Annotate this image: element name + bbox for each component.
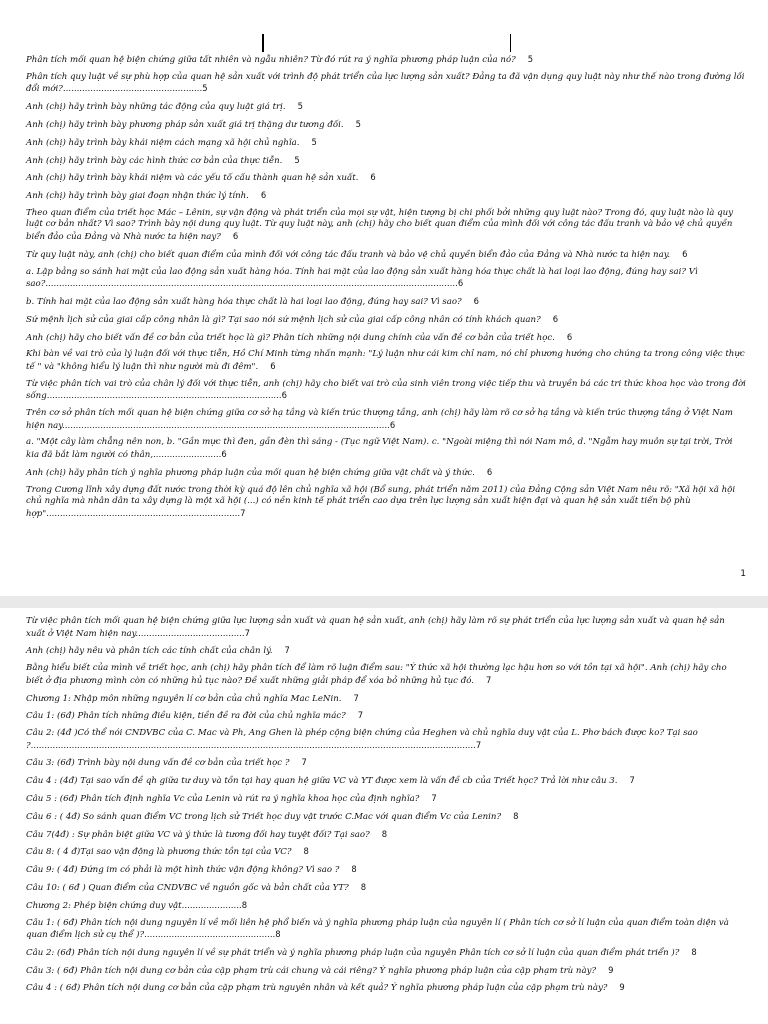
toc-entry-page: 5	[311, 136, 317, 147]
toc-entry[interactable]	[26, 155, 746, 168]
toc-entry-title: a. "Một cây làm chẳng nên non, b. "Gần mực thì đen, gần đèn thì sáng - (Tục ngữ Việt Nam). c. "Ngoài miệng thì nói Nam mô, d. "Ngẫm hay muôn sự tại trời, Trời kia đã bắt làm người có thân,	[26, 437, 733, 461]
toc-entry-title: Câu 1: (6đ) Phân tích những điều kiện, tiền đề ra đời của chủ nghĩa mác?	[26, 711, 346, 722]
table-of-contents	[26, 616, 746, 1000]
toc-entry[interactable]	[26, 485, 746, 521]
toc-entry-page: 6	[473, 295, 479, 306]
toc-entry[interactable]	[26, 811, 746, 824]
toc-entry-page: 8	[513, 810, 519, 821]
toc-entry[interactable]	[26, 332, 746, 345]
toc-entry[interactable]	[26, 918, 746, 942]
toc-entry[interactable]	[26, 982, 746, 995]
toc-entry[interactable]	[26, 900, 746, 913]
toc-entry-title: Câu 7(4đ) : Sự phân biệt giữa VC và ý thức là tương đối hay tuyệt đối? Tại sao?	[26, 829, 370, 840]
toc-entry[interactable]	[26, 408, 746, 432]
toc-entry-title: Anh (chị) hãy trình bày giai đoạn nhận thức lý tính.	[26, 191, 249, 202]
toc-entry-leader: ...................................................	[62, 84, 203, 95]
table-of-contents	[26, 54, 746, 526]
text-cursor-right	[510, 34, 511, 52]
toc-entry-page: 7	[244, 627, 250, 638]
toc-entry-title: Trong Cương lĩnh xây dựng đất nước trong thời kỳ quá độ lên chủ nghĩa xã hội (Bổ sung, phát triển năm 2011) của Đảng Cộng sản Việt Nam nêu rõ: "Xã hội xã hội chủ nghĩa mà nhân dân ta xây dựng là một xã hội (...) có nền kinh tế phát triển cao dựa trên lực lượng sản xuất hiện đại và quan hệ sản xuất tiến bộ phù hợp".	[26, 484, 736, 519]
toc-entry-page: 9	[619, 982, 625, 993]
toc-entry-page: 6	[260, 190, 267, 201]
toc-entry-title: Anh (chị) hãy trình bày các hình thức cơ bản của thực tiễn.	[26, 155, 283, 166]
toc-entry[interactable]	[26, 467, 746, 480]
toc-entry-page: 6	[270, 360, 276, 371]
toc-entry-leader: .......................................................................................................................................................	[45, 279, 458, 290]
toc-entry-page: 6	[232, 231, 239, 242]
toc-entry-page: 5	[297, 101, 303, 112]
toc-entry-title: Câu 1: ( 6đ) Phân tích nội dung nguyên lí về mối liên hệ phổ biến và ý nghĩa phương pháp luận của nguyên lí ( Phân tích cơ sở lí luận của quan điểm toàn diện và quan điểm lịch sử cụ thể )?	[26, 917, 729, 941]
toc-entry-leader: ................................................	[144, 930, 276, 941]
toc-entry[interactable]	[26, 775, 746, 788]
toc-entry[interactable]	[26, 965, 746, 978]
toc-entry-page: 9	[608, 964, 614, 975]
toc-entry-page: 8	[381, 828, 388, 839]
toc-entry-leader: ......................................................................	[48, 508, 241, 519]
toc-entry[interactable]	[26, 314, 746, 327]
toc-entry-page: 8	[275, 929, 281, 940]
toc-entry-page: 5	[355, 118, 361, 129]
toc-entry-page: 6	[389, 419, 396, 430]
toc-entry-page: 7	[475, 739, 482, 750]
toc-entry-page: 5	[527, 54, 534, 64]
toc-entry-page: 6	[281, 390, 287, 401]
toc-entry-leader: .....................................................................................	[49, 391, 282, 402]
toc-entry-page: 7	[629, 775, 635, 786]
toc-entry-title: Câu 2: (6đ) Phân tích nội dung nguyên lí về sự phát triển và ý nghĩa phương pháp luận của nguyên Phân tích cơ sở lí luận của quan điểm phát triển )?	[26, 947, 680, 958]
toc-entry-title: Chương 1: Nhập môn những nguyên lí cơ bản của chủ nghĩa Mac LeNin.	[26, 693, 342, 704]
toc-entry-leader: .......................................................................................................................	[64, 420, 390, 431]
toc-entry[interactable]	[26, 846, 746, 859]
toc-entry-title: Anh (chị) hãy trình bày khái niệm và các yếu tố cấu thành quan hệ sản xuất.	[26, 173, 359, 184]
toc-entry-page: 7	[284, 645, 290, 656]
toc-entry[interactable]	[26, 663, 746, 687]
toc-entry-title: a. Lập bảng so sánh hai mặt của lao động sản xuất hàng hóa. Tính hai mặt của lao động sản xuất hàng hóa thực chất là hai loại lao động, đúng hay sai? Vì sao?	[26, 266, 698, 290]
toc-entry[interactable]	[26, 349, 746, 373]
toc-entry-page: 6	[566, 331, 573, 342]
toc-entry-title: Câu 4 : (4đ) Tại sao vấn đề qh giữa tư duy và tồn tại hay quan hệ giữa VC và YT được xem là vấn đề cb của Triết học? Trả lời như câu 3.	[26, 776, 618, 787]
toc-entry[interactable]	[26, 710, 746, 723]
toc-entry[interactable]	[26, 379, 746, 403]
toc-entry-title: Theo quan điểm của triết học Mác – Lênin, sự vận động và phát triển của mọi sự vật, hiện tượng bị chi phối bởi những quy luật nào? Trong đó, quy luật nào là quy luật cơ bản nhất? Vì sao? Trình bày nội dung quy luật. Từ quy luật này, anh (chị) hãy cho biết quan điểm của mình đối với công tác đấu tranh và bảo vệ chủ quyền biển đảo của Đảng và Nhà nước ta hiện nay?	[26, 207, 734, 243]
toc-entry-page: 8	[691, 946, 697, 957]
toc-entry-page: 7	[485, 674, 492, 685]
toc-entry-page: 6	[457, 278, 464, 289]
toc-entry[interactable]	[26, 829, 746, 842]
toc-entry-title: Câu 9: ( 4đ) Đứng im có phải là một hình thức vận động không? Vì sao ?	[26, 865, 340, 876]
toc-entry-title: Câu 3: (6đ) Trình bày nội dung vấn đề cơ bản của triết học ?	[26, 758, 290, 769]
toc-entry-title: Phân tích quy luật về sự phù hợp của quan hệ sản xuất với trình độ phát triển của lực lượng sản xuất? Đảng ta đã vận dụng quy luật này như thế nào trong đường lối đổi mới?	[26, 71, 745, 95]
toc-entry-title: Trên cơ sở phân tích mối quan hệ biện chứng giữa cơ sở hạ tầng và kiến trúc thượng tầng, anh (chị) hãy làm rõ cơ sở hạ tầng và kiến trúc thượng tầng ở Việt Nam hiện nay.	[26, 408, 733, 431]
toc-entry-page: 6	[682, 248, 688, 259]
toc-entry[interactable]	[26, 208, 746, 244]
toc-entry-title: Câu 5 : (6đ) Phân tích định nghĩa Vc của Lenin và rút ra ý nghĩa khoa học của định nghĩa?	[26, 794, 420, 805]
toc-entry-page: 7	[353, 692, 359, 703]
toc-entry[interactable]	[26, 616, 746, 640]
toc-entry-title: Câu 8: ( 4 đ)Tại sao vận động là phương thức tồn tại của VC?	[26, 847, 292, 858]
toc-entry-title: Câu 6 : ( 4đ) So sánh quan điểm VC trong lịch sử Triết học duy vật trước C.Mac với quan điểm Vc của Lenin?	[26, 811, 502, 822]
toc-entry[interactable]	[26, 72, 746, 96]
toc-entry-title: Khi bàn về vai trò của lý luận đối với thực tiễn, Hồ Chí Minh từng nhấn mạnh: "Lý luận như cái kim chỉ nam, nó chỉ phương hướng cho chúng ta trong công việc thực tế " và "không hiểu lý luận thì như người mù đi đêm".	[26, 349, 745, 372]
toc-entry[interactable]	[26, 864, 746, 877]
page-break	[0, 596, 768, 608]
toc-entry[interactable]	[26, 190, 746, 203]
toc-entry-leader: .........................	[153, 450, 222, 461]
toc-entry-title: Bằng hiểu biết của mình về triết học, anh (chị) hãy phân tích để làm rõ luận điểm sau: "Ý thức xã hội thường lạc hậu hơn so với tồn tại xã hội". Anh (chị) hãy cho biết ở địa phương mình còn có những hủ tục nào? Đề xuất những giải pháp để xóa bỏ những hủ tục đó.	[26, 663, 727, 686]
toc-entry-leader: ......................	[181, 900, 242, 911]
toc-entry[interactable]	[26, 947, 746, 960]
toc-entry-title: Từ việc phân tích mối quan hệ biện chứng giữa lực lượng sản xuất và quan hệ sản xuất, anh (chị) hãy làm rõ sự phát triển của lực lượng sản xuất và quan hệ sản xuất ở Việt Nam hiện nay.	[26, 616, 725, 639]
toc-entry[interactable]	[26, 172, 746, 185]
toc-entry-leader: .......................................	[138, 628, 245, 639]
toc-entry-page: 6	[221, 449, 227, 460]
toc-entry-page: 5	[294, 154, 300, 165]
toc-entry[interactable]	[26, 101, 746, 114]
toc-entry-page: 8	[303, 846, 309, 857]
toc-entry-page: 7	[431, 793, 437, 804]
toc-entry[interactable]	[26, 882, 746, 895]
toc-entry-page: 7	[301, 757, 307, 768]
toc-entry[interactable]	[26, 693, 746, 706]
toc-entry[interactable]	[26, 137, 746, 150]
toc-entry-title: Câu 10: ( 6đ ) Quan điểm của CNDVBC về nguồn gốc và bản chất của YT?	[26, 882, 349, 893]
toc-entry-title: Anh (chị) hãy nêu và phân tích các tính chất của chân lý.	[26, 646, 273, 657]
toc-entry[interactable]	[26, 267, 746, 291]
toc-entry-page: 8	[241, 899, 248, 910]
toc-entry[interactable]	[26, 757, 746, 770]
toc-entry-title: Từ quy luật này, anh (chị) cho biết quan điểm của mình đối với công tác đấu tranh và bảo vệ chủ quyền biển đảo của Đảng và Nhà nước ta hiện nay.	[26, 249, 671, 260]
toc-entry-page: 6	[486, 466, 493, 477]
toc-entry-page: 8	[360, 881, 367, 892]
toc-entry-page: 7	[357, 710, 364, 721]
toc-entry-page: 6	[370, 172, 376, 183]
toc-entry-title: b. Tính hai mặt của lao động sản xuất hàng hóa thực chất là hai loại lao động, đúng hay sai? Vì sao?	[26, 296, 462, 307]
toc-entry-title: Anh (chị) hãy trình bày những tác động của quy luật giá trị.	[26, 102, 286, 113]
toc-entry-title: Câu 3: ( 6đ) Phân tích nội dung cơ bản của cặp phạm trù cái chung và cái riêng? Ý nghĩa phương pháp luận của cặp phạm trù này?	[26, 965, 597, 976]
toc-entry-page: 7	[240, 507, 246, 518]
toc-entry-page: 8	[351, 864, 357, 875]
toc-entry[interactable]	[26, 645, 746, 658]
page-number: 1	[740, 569, 746, 579]
toc-entry-title: Anh (chị) hãy trình bày khái niệm cách mạng xã hội chủ nghĩa.	[26, 137, 300, 148]
toc-entry-title: Anh (chị) hãy cho biết vấn đề cơ bản của triết học là gì? Phân tích những nội dung chính của vấn đề cơ bản của triết học.	[26, 332, 555, 343]
toc-entry[interactable]	[26, 437, 746, 461]
toc-entry-title: Câu 4 : ( 6đ) Phân tích nội dung cơ bản của cặp phạm trù nguyên nhân và kết quả? Ý nghĩa phương pháp luận của cặp phạm trù này?	[26, 983, 608, 994]
toc-entry[interactable]	[26, 249, 746, 262]
toc-entry[interactable]	[26, 119, 746, 132]
toc-entry-title: Chương 2: Phép biện chứng duy vật	[26, 900, 182, 911]
toc-entry-leader: ...................................................................................................................................................................	[30, 740, 476, 751]
toc-entry[interactable]	[26, 793, 746, 806]
toc-entry-title: Anh (chị) hãy trình bày phương pháp sản xuất giá trị thặng dư tương đối.	[26, 119, 344, 130]
toc-entry[interactable]	[26, 728, 746, 752]
toc-entry-title: Anh (chị) hãy phân tích ý nghĩa phương pháp luận của mối quan hệ biện chứng giữa vật chất và ý thức.	[26, 467, 475, 478]
text-cursor-left	[262, 34, 264, 52]
toc-entry-page: 6	[552, 313, 559, 324]
toc-entry[interactable]	[26, 54, 746, 67]
document-page-2	[0, 608, 768, 1024]
toc-entry[interactable]	[26, 296, 746, 309]
toc-entry-title: Câu 2: (4đ )Có thể nói CNDVBC của C. Mac và Ph, Ang Ghen là phép cộng biện chứng của Heghen và chủ nghĩa duy vật của L. Phơ bách được ko? Tại sao ?	[26, 728, 698, 751]
toc-entry-title: Phân tích mối quan hệ biện chứng giữa tất nhiên và ngẫu nhiên? Từ đó rút ra ý nghĩa phương pháp luận của nó?	[26, 55, 516, 65]
toc-entry-page: 5	[202, 83, 208, 94]
toc-entry-title: Từ việc phân tích vai trò của chân lý đối với thực tiễn, anh (chị) hãy cho biết vai trò của sinh viên trong việc tiếp thu và truyền bá các tri thức khoa học vào trong đời sống.	[26, 378, 746, 402]
toc-entry-title: Sứ mệnh lịch sử của giai cấp công nhân là gì? Tại sao nói sứ mệnh lịch sử của giai cấp công nhân có tính khách quan?	[26, 314, 541, 325]
